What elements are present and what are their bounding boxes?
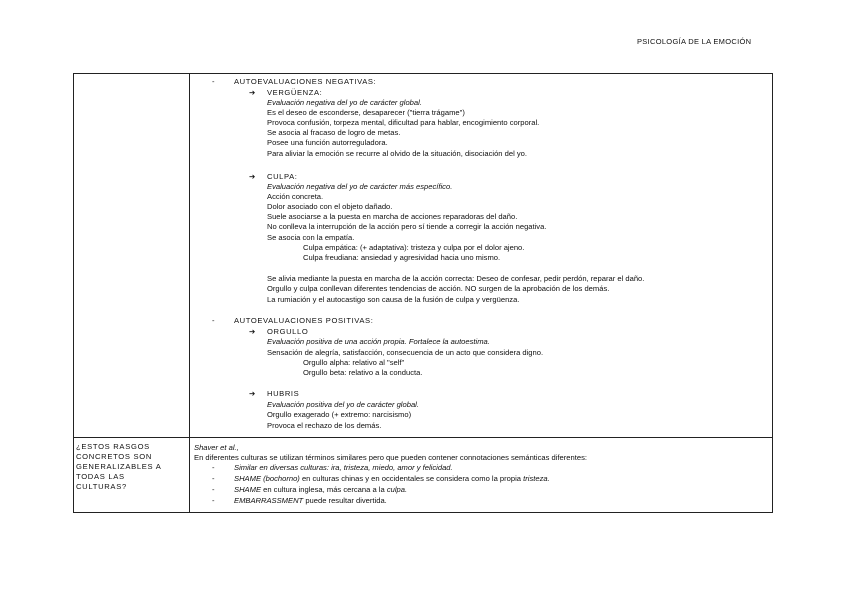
culpa-after: La rumiación y el autocastigo son causa de la fusión de culpa y vergüenza. — [267, 295, 520, 304]
page-header: PSICOLOGÍA DE LA EMOCIÓN — [637, 37, 752, 46]
verguenza-line: Posee una función autorreguladora. — [267, 138, 388, 147]
arrow-right-icon: ➔ — [249, 327, 256, 336]
question-line: GENERALIZABLES A — [76, 462, 162, 471]
culpa-line: Acción concreta. — [267, 192, 324, 201]
verguenza-line: Es el deseo de esconderse, desaparecer ("tierra trágame") — [267, 108, 465, 117]
hubris-line: Provoca el rechazo de los demás. — [267, 421, 382, 430]
verguenza-def: Evaluación negativa del yo de carácter global. — [267, 98, 422, 107]
arrow-right-icon: ➔ — [249, 88, 256, 97]
culpa-line: No conlleva la interrupción de la acción pero sí tiende a corregir la acción negativa. — [267, 222, 547, 231]
orgullo-sub: Orgullo alpha: relativo al "self" — [303, 358, 405, 367]
hubris-line: Orgullo exagerado (+ extremo: narcisismo) — [267, 410, 412, 419]
hubris-def: Evaluación positiva del yo de carácter global. — [267, 400, 419, 409]
verguenza-line: Provoca confusión, torpeza mental, dificultad para hablar, encogimiento corporal. — [267, 118, 540, 127]
intro-text: En diferentes culturas se utilizan términos similares pero que pueden contener connotaciones semánticas diferentes: — [194, 453, 587, 462]
culpa-def: Evaluación negativa del yo de carácter más específico. — [267, 182, 453, 191]
question-line: CONCRETOS SON — [76, 452, 153, 461]
arrow-right-icon: ➔ — [249, 389, 256, 398]
orgullo-line: Sensación de alegría, satisfacción, consecuencia de un acto que considera digno. — [267, 348, 544, 357]
neg-heading: - AUTOEVALUACIONES NEGATIVAS: — [212, 77, 377, 86]
hubris-title: ➔ HUBRIS — [249, 389, 300, 398]
list-item: - SHAME en cultura inglesa, más cercana a la culpa. — [212, 485, 408, 494]
verguenza-line: Para aliviar la emoción se recurre al olvido de la situación, disociación del yo. — [267, 149, 528, 158]
question-line: ¿ESTOS RASGOS — [76, 442, 150, 451]
row1-left-cell — [74, 74, 190, 438]
list-item: - EMBARRASSMENT puede resultar divertida. — [212, 496, 387, 505]
culpa-title: ➔ CULPA: — [249, 172, 298, 181]
culpa-line: Suele asociarse a la puesta en marcha de acciones reparadoras del daño. — [267, 212, 518, 221]
culpa-line: Dolor asociado con el objeto dañado. — [267, 202, 393, 211]
pos-heading: - AUTOEVALUACIONES POSITIVAS: — [212, 316, 374, 325]
culpa-after: Se alivia mediante la puesta en marcha de la acción correcta: Deseo de confesar, pedir perdón, reparar el daño. — [267, 274, 645, 283]
question-line: TODAS LAS — [76, 472, 125, 481]
list-item: - Similar en diversas culturas: ira, tristeza, miedo, amor y felicidad. — [212, 463, 453, 472]
list-item: - SHAME (bochorno) en culturas chinas y en occidentales se considera como la propia tristeza. — [212, 474, 550, 483]
orgullo-sub: Orgullo beta: relativo a la conducta. — [303, 368, 423, 377]
arrow-right-icon: ➔ — [249, 172, 256, 181]
culpa-after: Orgullo y culpa conllevan diferentes tendencias de acción. NO surgen de la aprobación de los demás. — [267, 284, 610, 293]
culpa-line: Se asocia con la empatía. — [267, 233, 355, 242]
orgullo-title: ➔ ORGULLO — [249, 327, 309, 336]
culpa-sub: Culpa empática: (+ adaptativa): tristeza y culpa por el dolor ajeno. — [303, 243, 525, 252]
verguenza-title: ➔ VERGÜENZA: — [249, 88, 323, 97]
culpa-sub: Culpa freudiana: ansiedad y agresividad hacia uno mismo. — [303, 253, 501, 262]
verguenza-line: Se asocia al fracaso de logro de metas. — [267, 128, 401, 137]
orgullo-def: Evaluación positiva de una acción propia. Fortalece la autoestima. — [267, 337, 490, 346]
question-line: CULTURAS? — [76, 482, 127, 491]
author: Shaver et al., — [194, 443, 239, 452]
